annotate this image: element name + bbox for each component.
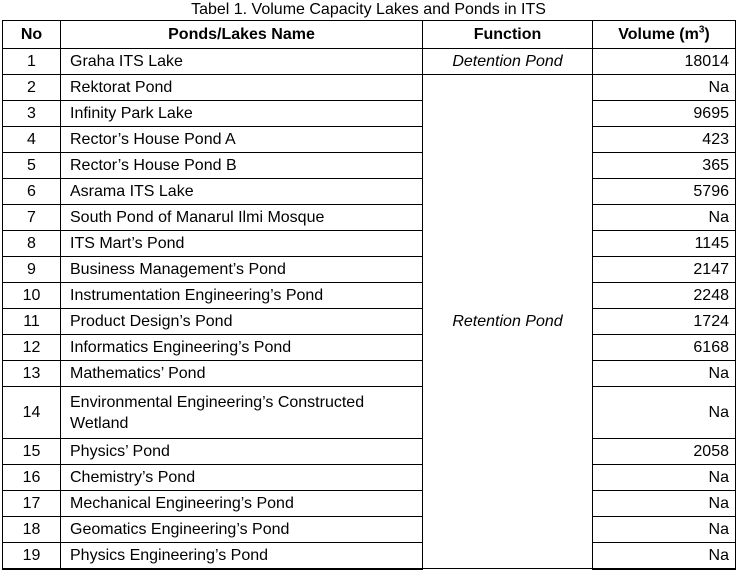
row-volume: Na — [593, 543, 736, 569]
row-no: 12 — [3, 335, 61, 361]
row-volume: Na — [593, 361, 736, 387]
header-no: No — [3, 21, 61, 49]
row-volume: 6168 — [593, 335, 736, 361]
row-name: Chemistry’s Pond — [61, 465, 423, 491]
table-row — [3, 387, 736, 439]
row-name: South Pond of Manarul Ilmi Mosque — [61, 205, 423, 231]
row-no: 8 — [3, 231, 61, 257]
row-no: 11 — [3, 309, 61, 335]
row-volume: 423 — [593, 127, 736, 153]
row-no: 19 — [3, 543, 61, 569]
row-volume: 2058 — [593, 439, 736, 465]
row-no: 16 — [3, 465, 61, 491]
header-volume — [593, 21, 736, 49]
table-row — [3, 465, 736, 491]
table-row — [3, 361, 736, 387]
table-row — [3, 517, 736, 543]
volume-capacity-table — [2, 20, 736, 570]
table-row — [3, 231, 736, 257]
header-volume-exponent: 3 — [698, 24, 705, 36]
table-row — [3, 491, 736, 517]
row-no: 5 — [3, 153, 61, 179]
row-name: Environmental Engineering’s Constructed Wetland — [61, 387, 423, 439]
row-name: Rektorat Pond — [61, 75, 423, 101]
header-volume-close: ) — [704, 26, 710, 43]
table-row — [3, 543, 736, 569]
row-volume: 1724 — [593, 309, 736, 335]
row-name: Mechanical Engineering’s Pond — [61, 491, 423, 517]
row-no: 15 — [3, 439, 61, 465]
table-row — [3, 101, 736, 127]
row-no: 4 — [3, 127, 61, 153]
header-row — [3, 21, 736, 49]
row-no: 17 — [3, 491, 61, 517]
row-volume: Na — [593, 387, 736, 439]
row-name: Rector’s House Pond B — [61, 153, 423, 179]
row-name: ITS Mart’s Pond — [61, 231, 423, 257]
row-no: 9 — [3, 257, 61, 283]
table-row — [3, 257, 736, 283]
row-name: Informatics Engineering’s Pond — [61, 335, 423, 361]
row-volume: Na — [593, 205, 736, 231]
row-name: Geomatics Engineering’s Pond — [61, 517, 423, 543]
row-name: Graha ITS Lake — [61, 49, 423, 75]
row-no: 6 — [3, 179, 61, 205]
table-row — [3, 153, 736, 179]
row-no: 18 — [3, 517, 61, 543]
table-row — [3, 49, 736, 75]
header-function: Function — [423, 21, 593, 49]
header-volume-label: Volume (m — [618, 26, 699, 43]
row-no: 14 — [3, 387, 61, 439]
row-no: 10 — [3, 283, 61, 309]
table-row — [3, 205, 736, 231]
row-volume: 2147 — [593, 257, 736, 283]
row-name: Physics’ Pond — [61, 439, 423, 465]
function-detention: Detention Pond — [423, 49, 593, 75]
table-caption: Tabel 1. Volume Capacity Lakes and Ponds in ITS — [191, 1, 546, 18]
row-volume: 1145 — [593, 231, 736, 257]
row-name: Infinity Park Lake — [61, 101, 423, 127]
header-name: Ponds/Lakes Name — [61, 21, 423, 49]
row-volume: Na — [593, 491, 736, 517]
row-volume: 9695 — [593, 101, 736, 127]
row-name: Asrama ITS Lake — [61, 179, 423, 205]
row-name: Physics Engineering’s Pond — [61, 543, 423, 569]
row-name: Business Management’s Pond — [61, 257, 423, 283]
row-no: 13 — [3, 361, 61, 387]
row-volume: 365 — [593, 153, 736, 179]
row-no: 1 — [3, 49, 61, 75]
row-name: Rector’s House Pond A — [61, 127, 423, 153]
row-volume: Na — [593, 517, 736, 543]
row-volume: Na — [593, 465, 736, 491]
row-volume: 5796 — [593, 179, 736, 205]
table-row — [3, 439, 736, 465]
row-no: 7 — [3, 205, 61, 231]
row-volume: 18014 — [593, 49, 736, 75]
row-name: Product Design’s Pond — [61, 309, 423, 335]
table-row — [3, 283, 736, 309]
row-no: 2 — [3, 75, 61, 101]
row-name: Mathematics’ Pond — [61, 361, 423, 387]
table-row — [3, 127, 736, 153]
row-volume: 2248 — [593, 283, 736, 309]
table-row — [3, 309, 736, 335]
row-no: 3 — [3, 101, 61, 127]
table-row — [3, 335, 736, 361]
row-name: Instrumentation Engineering’s Pond — [61, 283, 423, 309]
table-row — [3, 179, 736, 205]
row-volume: Na — [593, 75, 736, 101]
table-row — [3, 75, 736, 101]
function-retention: Retention Pond — [423, 75, 593, 569]
